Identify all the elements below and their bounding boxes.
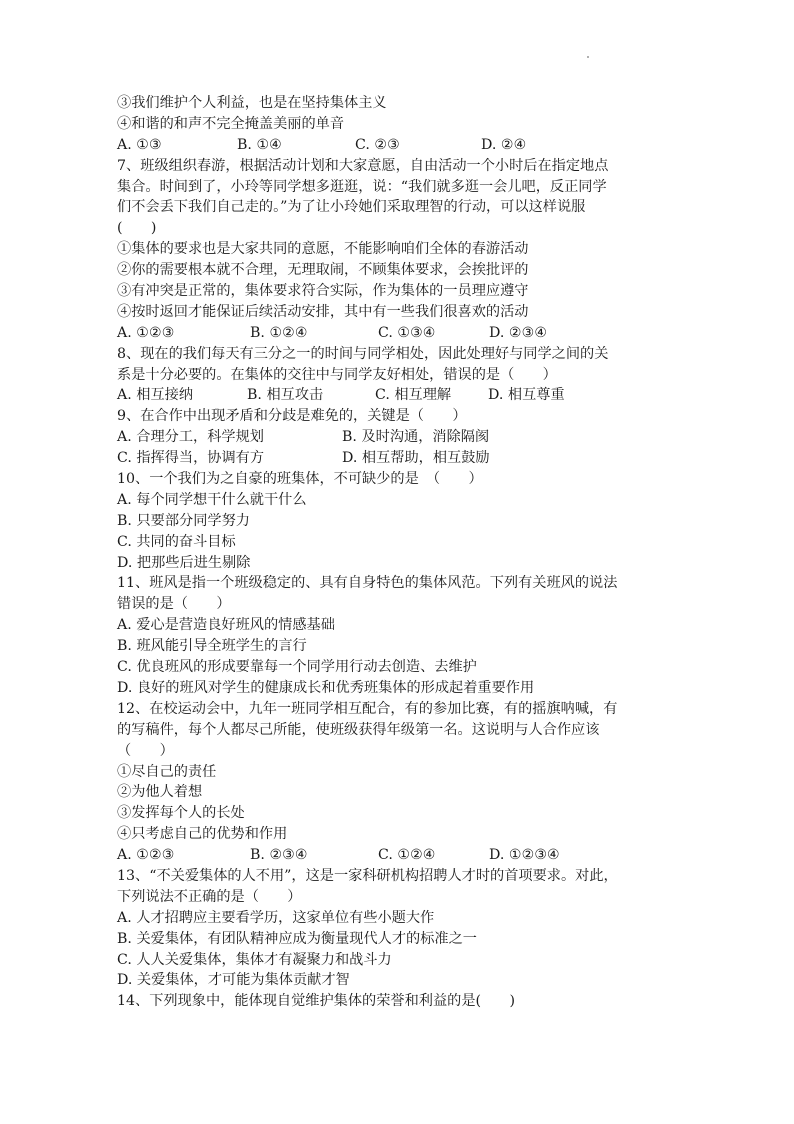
q11-option-c: C. 优良班风的形成要靠每一个同学用行动去创造、去维护: [117, 659, 477, 676]
q13-option-d: D. 关爱集体，才可能为集体贡献才智: [117, 972, 350, 989]
q6-option-b: B. ①④: [237, 136, 282, 153]
q7-option-c: C. ①③④: [378, 324, 436, 341]
q7-question-line: 集合。时间到了，小玲等同学想多逛逛，说：“我们就多逛一会儿吧，反正同学: [117, 178, 607, 195]
q7-question-line: 们不会丢下我们自己走的。”为了让小玲她们采取理智的行动，可以这样说服: [117, 199, 586, 216]
q13-option-b: B. 关爱集体，有团队精神应成为衡量现代人才的标准之一: [117, 930, 477, 947]
q12-statement-4: ④只考虑自己的优势和作用: [117, 826, 288, 843]
statement-3: ③我们维护个人利益，也是在坚持集体主义: [117, 95, 387, 111]
q11-option-d: D. 良好的班风对学生的健康成长和优秀班集体的形成起着重要作用: [117, 679, 535, 696]
q12-option-c: C. ①②④: [378, 847, 436, 864]
q12-option-d: D. ①②③④: [489, 847, 560, 864]
q11-question-line: 11、班风是指一个班级稳定的、具有自身特色的集体风范。下列有关班风的说法: [117, 575, 618, 592]
q6-option-c: C. ②③: [355, 136, 400, 153]
exam-content: [117, 93, 687, 1012]
q13-question-line: 下列说法不正确的是（ ）: [117, 888, 302, 905]
q10-option-b: B. 只要部分同学努力: [117, 512, 250, 529]
q7-options: [117, 323, 687, 344]
q8-options: [117, 385, 687, 406]
q10-option-a: A. 每个同学想干什么就干什么: [117, 491, 307, 508]
q9-option-a: A. 合理分工，科学规划: [117, 429, 264, 446]
q10-option-c: C. 共同的奋斗目标: [117, 533, 236, 550]
q13-option-a: A. 人才招聘应主要看学历，这家单位有些小题大作: [117, 909, 435, 926]
q7-statement-2: ②你的需要根本就不合理，无理取闹，不顾集体要求，会挨批评的: [117, 262, 529, 279]
q13-option-c: C. 人人关爱集体，集体才有凝聚力和战斗力: [117, 951, 392, 968]
q7-statement-1: ①集体的要求也是大家共同的意愿，不能影响咱们全体的春游活动: [117, 241, 529, 258]
q12-answer-blank: （ ）: [117, 742, 174, 759]
q11-option-b: B. 班风能引导全班学生的言行: [117, 638, 307, 655]
q12-statement-2: ②为他人着想: [117, 784, 203, 801]
q12-question-line: 的写稿件，每个人都尽己所能，使班级获得年级第一名。这说明与人合作应该: [117, 721, 600, 738]
q11-option-a: A. 爱心是营造良好班风的情感基础: [117, 617, 335, 634]
q7-statement-4: ④按时返回才能保证后续活动安排，其中有一些我们很喜欢的活动: [117, 303, 529, 320]
q6-option-d: D. ②④: [481, 136, 527, 153]
q6-option-a: A. ①③: [117, 136, 162, 153]
q12-statement-1: ①尽自己的责任: [117, 763, 217, 780]
q10-option-d: D. 把那些后进生剔除: [117, 554, 251, 571]
q12-option-b: B. ②③④: [250, 847, 308, 864]
q9-question: 9、在合作中出现矛盾和分歧是难免的，关键是（ ）: [117, 408, 467, 425]
q6-options: [117, 135, 687, 156]
q12-option-a: A. ①②③: [117, 847, 175, 864]
q8-question-line: 8、现在的我们每天有三分之一的时间与同学相处，因此处理好与同学之间的关: [117, 345, 609, 362]
q10-question: 10、一个我们为之自豪的班集体，不可缺少的是 （ ）: [117, 471, 483, 488]
q9-option-d: D. 相互帮助，相互鼓励: [342, 450, 490, 467]
q7-statement-3: ③有冲突是正常的，集体要求符合实际，作为集体的一员理应遵守: [117, 283, 529, 300]
q11-question-line: 错误的是（ ）: [117, 596, 231, 613]
q7-option-d: D. ②③④: [489, 324, 548, 341]
q8-option-d: D. 相互尊重: [488, 387, 565, 404]
statement-4: ④和谐的和声不完全掩盖美丽的单音: [117, 115, 345, 132]
q9-option-c: C. 指挥得当，协调有方: [117, 450, 265, 467]
q7-option-b: B. ①②④: [250, 324, 308, 341]
q14-question: 14、下列现象中，能体现自觉维护集体的荣誉和利益的是( ): [117, 993, 516, 1010]
q8-option-a: A. 相互接纳: [117, 387, 194, 404]
q7-option-a: A. ①②③: [117, 324, 175, 341]
q9-option-b: B. 及时沟通，消除隔阂: [342, 429, 490, 446]
q8-option-c: C. 相互理解: [375, 387, 452, 404]
q7-answer-blank: ( ): [117, 220, 157, 237]
scan-dot: [587, 56, 589, 58]
q12-statement-3: ③发挥每个人的长处: [117, 805, 245, 822]
q12-question-line: 12、在校运动会中，九年一班同学相互配合，有的参加比赛，有的摇旗呐喊，有: [117, 700, 618, 717]
q9-options-row1: [117, 427, 687, 448]
q12-options: [117, 845, 687, 866]
q8-option-b: B. 相互攻击: [247, 387, 324, 404]
q13-question-line: 13、“不关爱集体的人不用”，这是一家科研机构招聘人才时的首项要求。对此，: [117, 867, 618, 884]
q8-question-line: 系是十分必要的。在集体的交往中与同学友好相处，错误的是（ ）: [117, 366, 557, 383]
q9-options-row2: [117, 448, 687, 469]
q7-question-line: 7、班级组织春游，根据活动计划和大家意愿，自由活动一个小时后在指定地点: [117, 157, 609, 174]
